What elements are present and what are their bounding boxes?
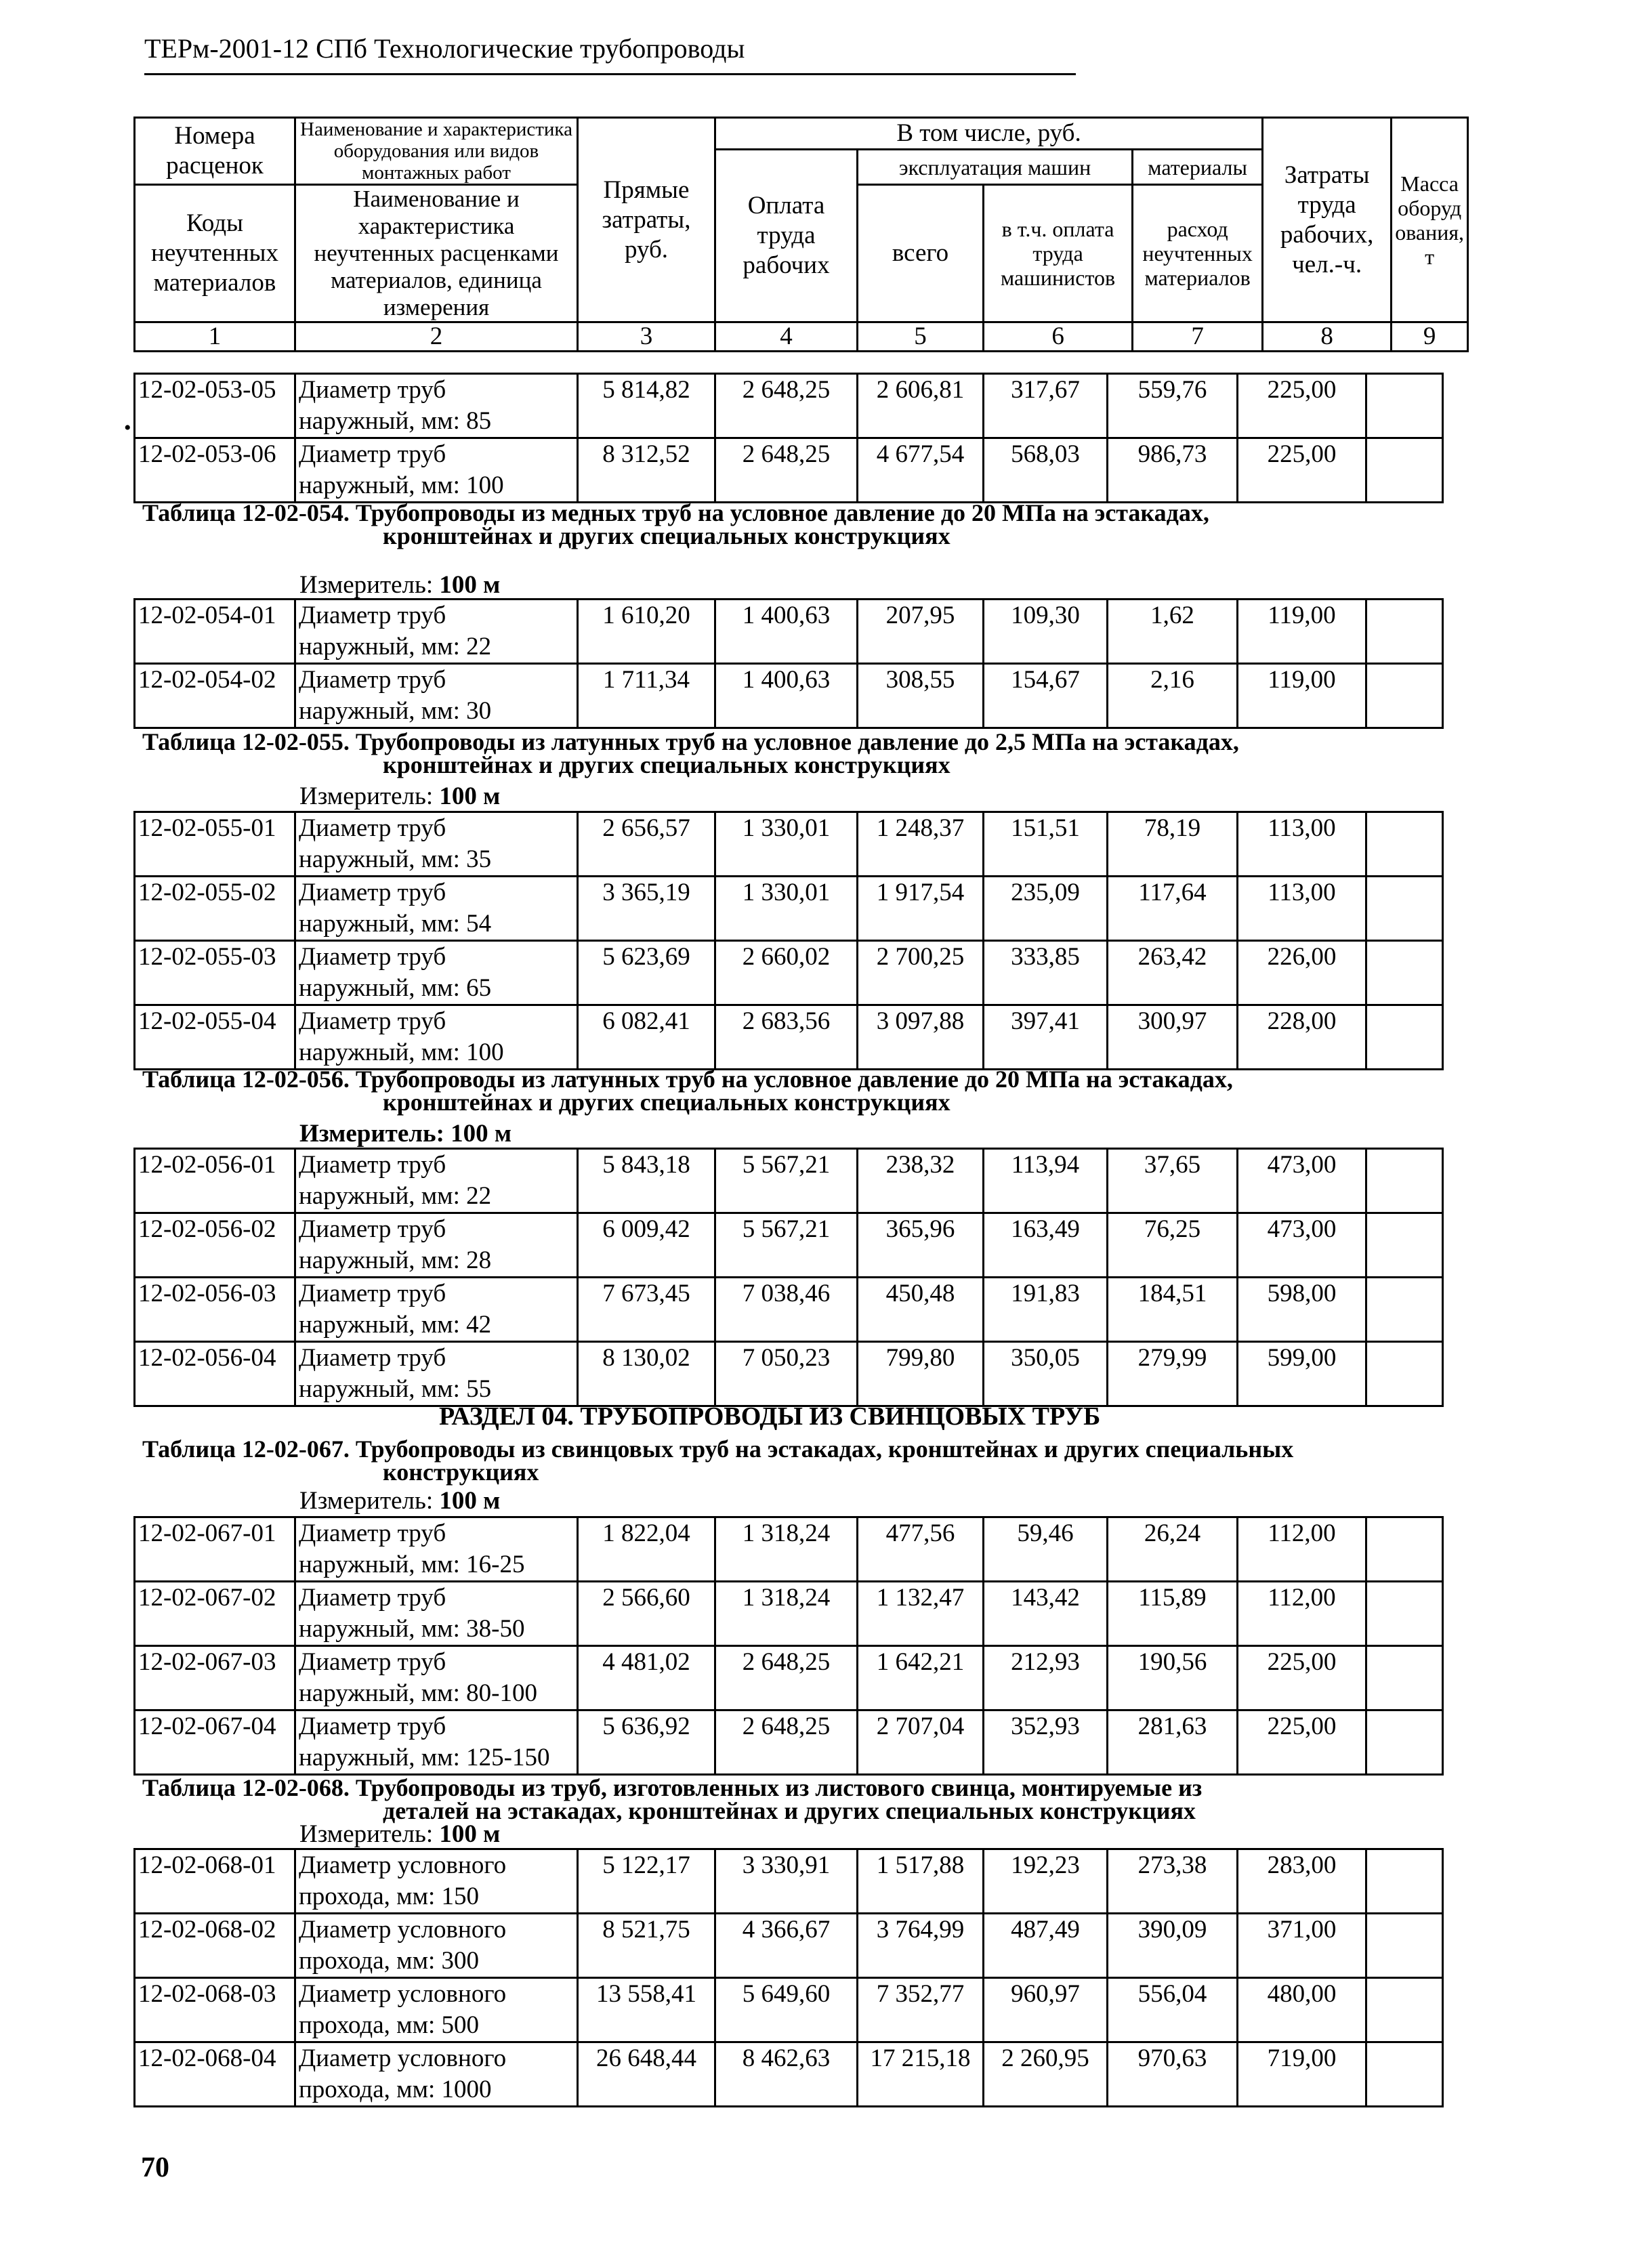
table-row [135,664,1443,728]
labor-hours-cell: 113,00 [1238,877,1366,941]
mass-cell [1366,1710,1443,1775]
materials-cost-cell: 2,16 [1108,664,1238,728]
work-name-line1: Диаметр труб [299,1280,446,1307]
work-name [295,1342,578,1406]
work-name-line2: наружный, мм: 38-50 [299,1615,525,1643]
machine-total-cell: 7 352,77 [858,1978,984,2042]
mass-cell [1366,664,1443,728]
meter-067: Измеритель: 100 м [299,1487,501,1515]
work-name-line1: Диаметр труб [299,440,446,468]
worker-wages-cell: 1 330,01 [715,812,858,877]
work-name-line2: прохода, мм: 150 [299,1883,480,1910]
labor-hours-cell: 473,00 [1238,1149,1366,1213]
labor-hours-cell: 371,00 [1238,1914,1366,1978]
table-row [135,1149,1443,1213]
labor-hours-cell: 225,00 [1238,374,1366,438]
work-name-line2: наружный, мм: 80-100 [299,1679,537,1707]
rate-code: 12-02-056-03 [135,1278,295,1342]
machine-total-cell: 799,80 [858,1342,984,1406]
data-table-067 [133,1516,1444,1776]
work-name-line1: Диаметр условного [299,1851,507,1879]
running-head: ТЕРм-2001-12 СПб Технологические трубопроводы [144,33,745,64]
direct-costs-cell: 6 082,41 [578,1005,715,1070]
work-name [295,1710,578,1775]
labor-hours-cell: 226,00 [1238,941,1366,1005]
header-mass: Масса оборудования, т [1392,118,1468,322]
direct-costs-cell: 2 656,57 [578,812,715,877]
mass-cell [1366,1517,1443,1582]
machine-total-cell: 1 132,47 [858,1582,984,1646]
worker-wages-cell: 4 366,67 [715,1914,858,1978]
work-name-line2: наружный, мм: 22 [299,633,492,660]
mass-cell [1366,374,1443,438]
mass-cell [1366,1978,1443,2042]
work-name-line1: Диаметр условного [299,1980,507,2008]
operator-wages-cell: 59,46 [984,1517,1108,1582]
page-number: 70 [141,2152,169,2183]
operator-wages-cell: 352,93 [984,1710,1108,1775]
table-title-068: Таблица 12-02-068. Трубопроводы из труб, изготовленных из листового свинца, монтируемые из деталей на эстакадах, кронштейнах и других специальных конструкциях [142,1774,1203,1824]
rate-code: 12-02-068-01 [135,1849,295,1914]
table-row [135,1582,1443,1646]
direct-costs-cell: 8 312,52 [578,438,715,503]
machine-total-cell: 477,56 [858,1517,984,1582]
work-name-line2: наружный, мм: 16-25 [299,1551,525,1578]
machine-total-cell: 450,48 [858,1278,984,1342]
table-row [135,600,1443,664]
operator-wages-cell: 151,51 [984,812,1108,877]
header-operator-wages: в т.ч. оплата труда машинистов [984,185,1133,322]
materials-cost-cell: 300,97 [1108,1005,1238,1070]
labor-hours-cell: 113,00 [1238,812,1366,877]
machine-total-cell: 207,95 [858,600,984,664]
header-rule [144,73,1076,75]
table-row [135,941,1443,1005]
rate-code: 12-02-054-02 [135,664,295,728]
work-name-line2: наружный, мм: 100 [299,471,504,499]
header-code-materials: Коды неучтенных материалов [135,185,295,322]
direct-costs-cell: 5 843,18 [578,1149,715,1213]
work-name-line1: Диаметр труб [299,879,446,906]
rate-code: 12-02-055-03 [135,941,295,1005]
labor-hours-cell: 480,00 [1238,1978,1366,2042]
work-name-line1: Диаметр труб [299,602,446,629]
worker-wages-cell: 7 050,23 [715,1342,858,1406]
work-name [295,1213,578,1278]
machine-total-cell: 1 248,37 [858,812,984,877]
direct-costs-cell: 5 636,92 [578,1710,715,1775]
col-num-4: 4 [715,322,858,352]
rate-code: 12-02-067-01 [135,1517,295,1582]
table-row [135,1278,1443,1342]
direct-costs-cell: 1 711,34 [578,664,715,728]
work-name [295,600,578,664]
header-code: Номера расценок [135,118,295,185]
work-name-line2: прохода, мм: 1000 [299,2076,492,2103]
work-name-line1: Диаметр условного [299,2044,507,2072]
operator-wages-cell: 960,97 [984,1978,1108,2042]
worker-wages-cell: 2 648,25 [715,1646,858,1710]
materials-cost-cell: 279,99 [1108,1342,1238,1406]
header-unaccounted: расход неучтенных материалов [1133,185,1263,322]
header-group: В том числе, руб. [715,118,1263,150]
worker-wages-cell: 1 318,24 [715,1582,858,1646]
col-num-3: 3 [578,322,715,352]
worker-wages-cell: 7 038,46 [715,1278,858,1342]
machine-total-cell: 2 707,04 [858,1710,984,1775]
labor-hours-cell: 719,00 [1238,2042,1366,2107]
machine-total-cell: 2 606,81 [858,374,984,438]
operator-wages-cell: 192,23 [984,1849,1108,1914]
direct-costs-cell: 5 122,17 [578,1849,715,1914]
col-num-5: 5 [858,322,984,352]
direct-costs-cell: 2 566,60 [578,1582,715,1646]
col-num-1: 1 [135,322,295,352]
labor-hours-cell: 112,00 [1238,1517,1366,1582]
mass-cell [1366,600,1443,664]
mass-cell [1366,2042,1443,2107]
materials-cost-cell: 559,76 [1108,374,1238,438]
direct-costs-cell: 5 814,82 [578,374,715,438]
materials-cost-cell: 390,09 [1108,1914,1238,1978]
operator-wages-cell: 235,09 [984,877,1108,941]
materials-cost-cell: 1,62 [1108,600,1238,664]
rate-code: 12-02-055-01 [135,812,295,877]
work-name [295,1978,578,2042]
work-name-line1: Диаметр труб [299,1151,446,1179]
labor-hours-cell: 598,00 [1238,1278,1366,1342]
rate-code: 12-02-068-03 [135,1978,295,2042]
direct-costs-cell: 13 558,41 [578,1978,715,2042]
work-name-line1: Диаметр труб [299,814,446,842]
direct-costs-cell: 8 130,02 [578,1342,715,1406]
work-name-line2: наружный, мм: 22 [299,1182,492,1210]
rate-code: 12-02-067-04 [135,1710,295,1775]
worker-wages-cell: 5 567,21 [715,1149,858,1213]
worker-wages-cell: 2 648,25 [715,438,858,503]
data-table-055 [133,811,1444,1070]
work-name-line1: Диаметр условного [299,1916,507,1944]
work-name-line2: наружный, мм: 125-150 [299,1744,550,1771]
labor-hours-cell: 225,00 [1238,1710,1366,1775]
worker-wages-cell: 5 567,21 [715,1213,858,1278]
materials-cost-cell: 190,56 [1108,1646,1238,1710]
col-num-9: 9 [1392,322,1468,352]
work-name-line1: Диаметр труб [299,1344,446,1372]
data-table-053 [133,373,1444,503]
rate-code: 12-02-053-05 [135,374,295,438]
operator-wages-cell: 191,83 [984,1278,1108,1342]
rate-code: 12-02-068-04 [135,2042,295,2107]
materials-cost-cell: 26,24 [1108,1517,1238,1582]
work-name [295,1849,578,1914]
meter-068: Измеритель: 100 м [299,1820,501,1848]
col-num-7: 7 [1133,322,1263,352]
table-row [135,1849,1443,1914]
materials-cost-cell: 37,65 [1108,1149,1238,1213]
rate-code: 12-02-068-02 [135,1914,295,1978]
operator-wages-cell: 487,49 [984,1914,1108,1978]
work-name-line1: Диаметр труб [299,1584,446,1612]
labor-hours-cell: 225,00 [1238,1646,1366,1710]
table-row [135,1646,1443,1710]
labor-hours-cell: 119,00 [1238,600,1366,664]
work-name-line1: Диаметр труб [299,1648,446,1676]
machine-total-cell: 238,32 [858,1149,984,1213]
work-name-line1: Диаметр труб [299,666,446,694]
worker-wages-cell: 2 683,56 [715,1005,858,1070]
labor-hours-cell: 599,00 [1238,1342,1366,1406]
table-row [135,1710,1443,1775]
data-table-054 [133,598,1444,729]
machine-total-cell: 1 517,88 [858,1849,984,1914]
header-materials: материалы [1133,150,1263,185]
direct-costs-cell: 1 822,04 [578,1517,715,1582]
work-name-line2: наружный, мм: 85 [299,407,492,435]
operator-wages-cell: 163,49 [984,1213,1108,1278]
work-name-line1: Диаметр труб [299,943,446,971]
work-name [295,941,578,1005]
table-row [135,1914,1443,1978]
worker-wages-cell: 2 648,25 [715,1710,858,1775]
materials-cost-cell: 115,89 [1108,1582,1238,1646]
work-name [295,1914,578,1978]
work-name-line1: Диаметр труб [299,1713,446,1740]
worker-wages-cell: 3 330,91 [715,1849,858,1914]
work-name-line2: прохода, мм: 300 [299,1947,480,1975]
materials-cost-cell: 970,63 [1108,2042,1238,2107]
table-row [135,877,1443,941]
table-row [135,1978,1443,2042]
worker-wages-cell: 5 649,60 [715,1978,858,2042]
header-labor: Затраты труда рабочих, чел.-ч. [1263,118,1392,322]
table-row [135,1213,1443,1278]
rate-code: 12-02-056-04 [135,1342,295,1406]
direct-costs-cell: 5 623,69 [578,941,715,1005]
machine-total-cell: 2 700,25 [858,941,984,1005]
direct-costs-cell: 26 648,44 [578,2042,715,2107]
machine-total-cell: 365,96 [858,1213,984,1278]
work-name-line2: наружный, мм: 65 [299,974,492,1002]
work-name-line2: наружный, мм: 54 [299,910,492,938]
worker-wages-cell: 2 660,02 [715,941,858,1005]
table-row [135,1005,1443,1070]
header-total: всего [858,185,984,322]
labor-hours-cell: 225,00 [1238,438,1366,503]
work-name [295,1149,578,1213]
col-num-8: 8 [1263,322,1392,352]
direct-costs-cell: 3 365,19 [578,877,715,941]
work-name-line1: Диаметр труб [299,1215,446,1243]
work-name-line2: наружный, мм: 100 [299,1038,504,1066]
header-direct-costs: Прямые затраты, руб. [578,118,715,322]
worker-wages-cell: 8 462,63 [715,2042,858,2107]
operator-wages-cell: 397,41 [984,1005,1108,1070]
direct-costs-cell: 4 481,02 [578,1646,715,1710]
mass-cell [1366,1213,1443,1278]
work-name [295,877,578,941]
work-name-line1: Диаметр труб [299,376,446,404]
table-row [135,1517,1443,1582]
worker-wages-cell: 1 318,24 [715,1517,858,1582]
work-name [295,438,578,503]
header-name: Наименование и характеристика оборудования или видов монтажных работ [295,118,578,185]
mass-cell [1366,1646,1443,1710]
meter-054: Измеритель: 100 м [299,571,501,599]
work-name-line2: прохода, мм: 500 [299,2011,480,2039]
direct-costs-cell: 1 610,20 [578,600,715,664]
rate-code: 12-02-055-02 [135,877,295,941]
header-wages: Оплата труда рабочих [715,150,858,322]
worker-wages-cell: 1 330,01 [715,877,858,941]
work-name-line2: наружный, мм: 28 [299,1246,492,1274]
machine-total-cell: 308,55 [858,664,984,728]
mass-cell [1366,1914,1443,1978]
machine-total-cell: 3 764,99 [858,1914,984,1978]
mass-cell [1366,812,1443,877]
machine-total-cell: 1 642,21 [858,1646,984,1710]
table-row [135,1342,1443,1406]
rate-code: 12-02-056-01 [135,1149,295,1213]
materials-cost-cell: 281,63 [1108,1710,1238,1775]
data-table-056 [133,1148,1444,1407]
machine-total-cell: 4 677,54 [858,438,984,503]
machine-total-cell: 17 215,18 [858,2042,984,2107]
materials-cost-cell: 117,64 [1108,877,1238,941]
operator-wages-cell: 2 260,95 [984,2042,1108,2107]
table-row [135,2042,1443,2107]
work-name-line2: наружный, мм: 42 [299,1311,492,1339]
header-machines: эксплуатация машин [858,150,1133,185]
labor-hours-cell: 119,00 [1238,664,1366,728]
direct-costs-cell: 6 009,42 [578,1213,715,1278]
rate-code: 12-02-054-01 [135,600,295,664]
rate-code: 12-02-055-04 [135,1005,295,1070]
column-header-table [133,117,1469,352]
direct-costs-cell: 7 673,45 [578,1278,715,1342]
worker-wages-cell: 1 400,63 [715,600,858,664]
materials-cost-cell: 556,04 [1108,1978,1238,2042]
table-row [135,438,1443,503]
operator-wages-cell: 154,67 [984,664,1108,728]
work-name [295,1005,578,1070]
meter-056: Измеритель: 100 м [299,1120,512,1148]
col-num-2: 2 [295,322,578,352]
table-row [135,374,1443,438]
work-name-line1: Диаметр труб [299,1519,446,1547]
labor-hours-cell: 112,00 [1238,1582,1366,1646]
mass-cell [1366,1582,1443,1646]
operator-wages-cell: 113,94 [984,1149,1108,1213]
meter-055: Измеритель: 100 м [299,782,501,810]
worker-wages-cell: 1 400,63 [715,664,858,728]
mass-cell [1366,1278,1443,1342]
operator-wages-cell: 350,05 [984,1342,1108,1406]
work-name-line1: Диаметр труб [299,1007,446,1035]
mass-cell [1366,438,1443,503]
work-name [295,1278,578,1342]
labor-hours-cell: 473,00 [1238,1213,1366,1278]
work-name-line2: наружный, мм: 30 [299,697,492,725]
direct-costs-cell: 8 521,75 [578,1914,715,1978]
worker-wages-cell: 2 648,25 [715,374,858,438]
operator-wages-cell: 568,03 [984,438,1108,503]
table-title-054: Таблица 12-02-054. Трубопроводы из медных труб на условное давление до 20 МПа на эстакадах, кронштейнах и других специальных конструкциях [142,499,1209,549]
work-name [295,1646,578,1710]
rate-code: 12-02-067-02 [135,1582,295,1646]
table-title-055: Таблица 12-02-055. Трубопроводы из латунных труб на условное давление до 2,5 МПа на эстакадах, кронштейнах и других специальных конструкциях [142,728,1239,778]
machine-total-cell: 3 097,88 [858,1005,984,1070]
operator-wages-cell: 212,93 [984,1646,1108,1710]
header-name-materials: Наименование и характеристика неучтенных расценками материалов, единица измерения [295,185,578,322]
work-name [295,1582,578,1646]
mass-cell [1366,1005,1443,1070]
labor-hours-cell: 228,00 [1238,1005,1366,1070]
operator-wages-cell: 317,67 [984,374,1108,438]
col-num-6: 6 [984,322,1133,352]
table-title-056: Таблица 12-02-056. Трубопроводы из латунных труб на условное давление до 20 МПа на эстакадах, кронштейнах и других специальных конструкциях [142,1066,1233,1116]
work-name [295,2042,578,2107]
table-title-067: Таблица 12-02-067. Трубопроводы из свинцовых труб на эстакадах, кронштейнах и других специальных конструкциях [142,1435,1294,1486]
materials-cost-cell: 263,42 [1108,941,1238,1005]
materials-cost-cell: 986,73 [1108,438,1238,503]
data-table-068 [133,1848,1444,2107]
rate-code: 12-02-053-06 [135,438,295,503]
work-name-line2: наружный, мм: 35 [299,845,492,873]
mass-cell [1366,877,1443,941]
operator-wages-cell: 109,30 [984,600,1108,664]
materials-cost-cell: 273,38 [1108,1849,1238,1914]
materials-cost-cell: 76,25 [1108,1213,1238,1278]
work-name [295,374,578,438]
section-heading: РАЗДЕЛ 04. ТРУБОПРОВОДЫ ИЗ СВИНЦОВЫХ ТРУБ [439,1402,1101,1431]
operator-wages-cell: 333,85 [984,941,1108,1005]
mass-cell [1366,1342,1443,1406]
labor-hours-cell: 283,00 [1238,1849,1366,1914]
work-name-line2: наружный, мм: 55 [299,1375,492,1403]
machine-total-cell: 1 917,54 [858,877,984,941]
materials-cost-cell: 78,19 [1108,812,1238,877]
materials-cost-cell: 184,51 [1108,1278,1238,1342]
mass-cell [1366,941,1443,1005]
margin-mark: • [124,417,131,439]
rate-code: 12-02-067-03 [135,1646,295,1710]
rate-code: 12-02-056-02 [135,1213,295,1278]
work-name [295,664,578,728]
work-name [295,1517,578,1582]
operator-wages-cell: 143,42 [984,1582,1108,1646]
work-name [295,812,578,877]
table-row [135,812,1443,877]
mass-cell [1366,1849,1443,1914]
mass-cell [1366,1149,1443,1213]
